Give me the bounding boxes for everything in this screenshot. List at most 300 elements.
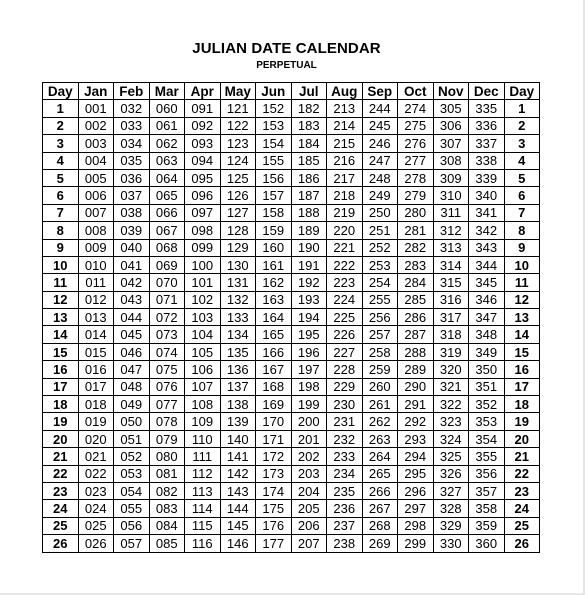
column-header-month: May bbox=[220, 83, 256, 100]
julian-date-cell: 280 bbox=[398, 204, 434, 221]
julian-date-cell: 217 bbox=[327, 169, 363, 186]
day-number-cell: 15 bbox=[504, 343, 540, 360]
julian-date-cell: 215 bbox=[327, 135, 363, 152]
julian-date-cell: 126 bbox=[220, 187, 256, 204]
julian-date-cell: 142 bbox=[220, 465, 256, 482]
julian-date-cell: 335 bbox=[469, 100, 505, 117]
column-header-month: Jan bbox=[78, 83, 114, 100]
julian-date-cell: 092 bbox=[185, 117, 221, 134]
julian-date-cell: 214 bbox=[327, 117, 363, 134]
day-number-cell: 9 bbox=[43, 239, 79, 256]
table-row bbox=[43, 117, 540, 134]
julian-date-cell: 308 bbox=[433, 152, 469, 169]
julian-date-cell: 173 bbox=[256, 465, 292, 482]
julian-date-table bbox=[42, 82, 540, 553]
julian-date-cell: 136 bbox=[220, 361, 256, 378]
julian-date-cell: 025 bbox=[78, 517, 114, 534]
julian-date-cell: 184 bbox=[291, 135, 327, 152]
column-header-month: Dec bbox=[469, 83, 505, 100]
table-row bbox=[43, 100, 540, 117]
julian-date-cell: 252 bbox=[362, 239, 398, 256]
julian-date-cell: 206 bbox=[291, 517, 327, 534]
julian-date-cell: 283 bbox=[398, 256, 434, 273]
julian-date-cell: 327 bbox=[433, 482, 469, 499]
julian-date-cell: 110 bbox=[185, 430, 221, 447]
table-row bbox=[43, 274, 540, 291]
julian-date-cell: 196 bbox=[291, 343, 327, 360]
julian-date-cell: 351 bbox=[469, 378, 505, 395]
julian-date-cell: 174 bbox=[256, 482, 292, 499]
day-number-cell: 7 bbox=[504, 204, 540, 221]
day-number-cell: 1 bbox=[43, 100, 79, 117]
julian-date-cell: 146 bbox=[220, 535, 256, 552]
julian-date-cell: 193 bbox=[291, 291, 327, 308]
julian-date-cell: 262 bbox=[362, 413, 398, 430]
julian-date-cell: 231 bbox=[327, 413, 363, 430]
day-number-cell: 10 bbox=[43, 256, 79, 273]
julian-date-cell: 298 bbox=[398, 517, 434, 534]
julian-date-cell: 172 bbox=[256, 448, 292, 465]
table-row bbox=[43, 343, 540, 360]
julian-date-cell: 246 bbox=[362, 135, 398, 152]
julian-date-cell: 064 bbox=[149, 169, 185, 186]
julian-date-cell: 245 bbox=[362, 117, 398, 134]
julian-date-cell: 104 bbox=[185, 326, 221, 343]
julian-date-cell: 326 bbox=[433, 465, 469, 482]
julian-date-cell: 352 bbox=[469, 396, 505, 413]
julian-date-cell: 264 bbox=[362, 448, 398, 465]
julian-date-cell: 171 bbox=[256, 430, 292, 447]
julian-date-cell: 044 bbox=[114, 309, 150, 326]
column-header-day: Day bbox=[43, 83, 79, 100]
julian-date-cell: 112 bbox=[185, 465, 221, 482]
julian-date-cell: 277 bbox=[398, 152, 434, 169]
julian-date-cell: 235 bbox=[327, 482, 363, 499]
julian-date-cell: 292 bbox=[398, 413, 434, 430]
table-row bbox=[43, 465, 540, 482]
julian-date-cell: 069 bbox=[149, 256, 185, 273]
julian-date-cell: 307 bbox=[433, 135, 469, 152]
julian-date-cell: 057 bbox=[114, 535, 150, 552]
julian-date-cell: 259 bbox=[362, 361, 398, 378]
julian-date-cell: 266 bbox=[362, 482, 398, 499]
day-number-cell: 19 bbox=[504, 413, 540, 430]
julian-date-cell: 168 bbox=[256, 378, 292, 395]
julian-date-cell: 107 bbox=[185, 378, 221, 395]
table-row bbox=[43, 187, 540, 204]
day-number-cell: 13 bbox=[504, 309, 540, 326]
julian-date-cell: 015 bbox=[78, 343, 114, 360]
julian-date-cell: 128 bbox=[220, 222, 256, 239]
julian-date-cell: 001 bbox=[78, 100, 114, 117]
julian-date-cell: 323 bbox=[433, 413, 469, 430]
julian-date-cell: 042 bbox=[114, 274, 150, 291]
day-number-cell: 21 bbox=[504, 448, 540, 465]
day-number-cell: 24 bbox=[43, 500, 79, 517]
julian-date-cell: 257 bbox=[362, 326, 398, 343]
document-subtitle: PERPETUAL bbox=[256, 60, 317, 71]
julian-date-cell: 036 bbox=[114, 169, 150, 186]
julian-date-cell: 348 bbox=[469, 326, 505, 343]
julian-date-cell: 047 bbox=[114, 361, 150, 378]
julian-date-cell: 250 bbox=[362, 204, 398, 221]
julian-date-cell: 349 bbox=[469, 343, 505, 360]
day-number-cell: 14 bbox=[504, 326, 540, 343]
julian-date-cell: 139 bbox=[220, 413, 256, 430]
julian-date-cell: 317 bbox=[433, 309, 469, 326]
julian-date-cell: 111 bbox=[185, 448, 221, 465]
julian-date-cell: 347 bbox=[469, 309, 505, 326]
julian-date-cell: 287 bbox=[398, 326, 434, 343]
table-row bbox=[43, 535, 540, 552]
julian-date-cell: 093 bbox=[185, 135, 221, 152]
julian-date-cell: 355 bbox=[469, 448, 505, 465]
day-number-cell: 18 bbox=[43, 396, 79, 413]
julian-date-cell: 045 bbox=[114, 326, 150, 343]
julian-date-cell: 201 bbox=[291, 430, 327, 447]
document-title: JULIAN DATE CALENDAR bbox=[192, 40, 381, 57]
julian-date-cell: 198 bbox=[291, 378, 327, 395]
julian-date-cell: 157 bbox=[256, 187, 292, 204]
julian-date-cell: 034 bbox=[114, 135, 150, 152]
julian-date-cell: 098 bbox=[185, 222, 221, 239]
julian-date-cell: 189 bbox=[291, 222, 327, 239]
julian-date-cell: 076 bbox=[149, 378, 185, 395]
column-header-month: Jun bbox=[256, 83, 292, 100]
table-row bbox=[43, 256, 540, 273]
julian-date-cell: 288 bbox=[398, 343, 434, 360]
julian-date-cell: 325 bbox=[433, 448, 469, 465]
day-number-cell: 13 bbox=[43, 309, 79, 326]
julian-date-cell: 345 bbox=[469, 274, 505, 291]
day-number-cell: 22 bbox=[504, 465, 540, 482]
julian-date-cell: 079 bbox=[149, 430, 185, 447]
julian-date-cell: 281 bbox=[398, 222, 434, 239]
table-row bbox=[43, 500, 540, 517]
julian-date-cell: 049 bbox=[114, 396, 150, 413]
julian-date-cell: 072 bbox=[149, 309, 185, 326]
julian-date-cell: 020 bbox=[78, 430, 114, 447]
julian-date-cell: 033 bbox=[114, 117, 150, 134]
table-row bbox=[43, 413, 540, 430]
day-number-cell: 12 bbox=[43, 291, 79, 308]
julian-date-cell: 165 bbox=[256, 326, 292, 343]
table-row bbox=[43, 204, 540, 221]
julian-date-cell: 192 bbox=[291, 274, 327, 291]
julian-date-cell: 338 bbox=[469, 152, 505, 169]
julian-date-cell: 343 bbox=[469, 239, 505, 256]
day-number-cell: 3 bbox=[43, 135, 79, 152]
julian-date-cell: 105 bbox=[185, 343, 221, 360]
julian-date-cell: 048 bbox=[114, 378, 150, 395]
julian-date-cell: 256 bbox=[362, 309, 398, 326]
julian-date-cell: 103 bbox=[185, 309, 221, 326]
day-number-cell: 17 bbox=[504, 378, 540, 395]
julian-date-cell: 125 bbox=[220, 169, 256, 186]
julian-date-cell: 067 bbox=[149, 222, 185, 239]
julian-date-cell: 140 bbox=[220, 430, 256, 447]
julian-date-cell: 185 bbox=[291, 152, 327, 169]
julian-date-cell: 274 bbox=[398, 100, 434, 117]
table-row bbox=[43, 222, 540, 239]
julian-date-cell: 226 bbox=[327, 326, 363, 343]
julian-date-cell: 062 bbox=[149, 135, 185, 152]
julian-date-cell: 284 bbox=[398, 274, 434, 291]
julian-date-cell: 316 bbox=[433, 291, 469, 308]
julian-date-cell: 221 bbox=[327, 239, 363, 256]
julian-date-cell: 322 bbox=[433, 396, 469, 413]
julian-date-cell: 258 bbox=[362, 343, 398, 360]
julian-date-cell: 357 bbox=[469, 482, 505, 499]
column-header-month: Sep bbox=[362, 83, 398, 100]
julian-date-cell: 011 bbox=[78, 274, 114, 291]
julian-date-cell: 229 bbox=[327, 378, 363, 395]
julian-date-cell: 251 bbox=[362, 222, 398, 239]
julian-date-cell: 195 bbox=[291, 326, 327, 343]
julian-date-cell: 071 bbox=[149, 291, 185, 308]
day-number-cell: 10 bbox=[504, 256, 540, 273]
julian-date-cell: 138 bbox=[220, 396, 256, 413]
header-row bbox=[43, 83, 540, 100]
table-body bbox=[43, 100, 540, 552]
julian-date-cell: 127 bbox=[220, 204, 256, 221]
julian-date-cell: 359 bbox=[469, 517, 505, 534]
day-number-cell: 11 bbox=[43, 274, 79, 291]
day-number-cell: 26 bbox=[43, 535, 79, 552]
julian-date-cell: 202 bbox=[291, 448, 327, 465]
day-number-cell: 2 bbox=[504, 117, 540, 134]
julian-date-cell: 161 bbox=[256, 256, 292, 273]
julian-date-cell: 255 bbox=[362, 291, 398, 308]
julian-date-cell: 133 bbox=[220, 309, 256, 326]
julian-date-cell: 350 bbox=[469, 361, 505, 378]
julian-date-cell: 035 bbox=[114, 152, 150, 169]
julian-date-cell: 004 bbox=[78, 152, 114, 169]
julian-date-cell: 337 bbox=[469, 135, 505, 152]
julian-date-cell: 342 bbox=[469, 222, 505, 239]
julian-date-cell: 109 bbox=[185, 413, 221, 430]
julian-date-cell: 134 bbox=[220, 326, 256, 343]
julian-date-cell: 021 bbox=[78, 448, 114, 465]
julian-date-cell: 039 bbox=[114, 222, 150, 239]
day-number-cell: 23 bbox=[43, 482, 79, 499]
julian-date-cell: 314 bbox=[433, 256, 469, 273]
julian-date-cell: 244 bbox=[362, 100, 398, 117]
julian-date-cell: 248 bbox=[362, 169, 398, 186]
julian-date-cell: 194 bbox=[291, 309, 327, 326]
julian-date-cell: 163 bbox=[256, 291, 292, 308]
day-number-cell: 2 bbox=[43, 117, 79, 134]
day-number-cell: 8 bbox=[43, 222, 79, 239]
julian-date-cell: 204 bbox=[291, 482, 327, 499]
julian-date-cell: 207 bbox=[291, 535, 327, 552]
day-number-cell: 6 bbox=[43, 187, 79, 204]
julian-date-cell: 340 bbox=[469, 187, 505, 204]
julian-date-cell: 296 bbox=[398, 482, 434, 499]
julian-date-cell: 074 bbox=[149, 343, 185, 360]
day-number-cell: 3 bbox=[504, 135, 540, 152]
day-number-cell: 4 bbox=[504, 152, 540, 169]
julian-date-cell: 085 bbox=[149, 535, 185, 552]
julian-date-cell: 297 bbox=[398, 500, 434, 517]
julian-date-cell: 116 bbox=[185, 535, 221, 552]
julian-date-cell: 295 bbox=[398, 465, 434, 482]
julian-date-cell: 261 bbox=[362, 396, 398, 413]
column-header-month: Apr bbox=[185, 83, 221, 100]
julian-date-cell: 032 bbox=[114, 100, 150, 117]
julian-date-cell: 170 bbox=[256, 413, 292, 430]
julian-date-cell: 156 bbox=[256, 169, 292, 186]
column-header-month: Mar bbox=[149, 83, 185, 100]
julian-date-cell: 005 bbox=[78, 169, 114, 186]
day-number-cell: 9 bbox=[504, 239, 540, 256]
julian-date-cell: 289 bbox=[398, 361, 434, 378]
julian-date-cell: 002 bbox=[78, 117, 114, 134]
julian-date-cell: 102 bbox=[185, 291, 221, 308]
julian-date-cell: 022 bbox=[78, 465, 114, 482]
table-row bbox=[43, 448, 540, 465]
julian-date-cell: 190 bbox=[291, 239, 327, 256]
julian-date-cell: 007 bbox=[78, 204, 114, 221]
julian-date-cell: 143 bbox=[220, 482, 256, 499]
julian-date-cell: 094 bbox=[185, 152, 221, 169]
julian-date-cell: 222 bbox=[327, 256, 363, 273]
julian-date-cell: 016 bbox=[78, 361, 114, 378]
julian-date-cell: 291 bbox=[398, 396, 434, 413]
julian-date-cell: 197 bbox=[291, 361, 327, 378]
julian-date-cell: 078 bbox=[149, 413, 185, 430]
julian-date-cell: 162 bbox=[256, 274, 292, 291]
day-number-cell: 16 bbox=[504, 361, 540, 378]
julian-date-cell: 176 bbox=[256, 517, 292, 534]
table-row bbox=[43, 361, 540, 378]
day-number-cell: 12 bbox=[504, 291, 540, 308]
julian-date-cell: 220 bbox=[327, 222, 363, 239]
julian-date-cell: 066 bbox=[149, 204, 185, 221]
julian-date-cell: 223 bbox=[327, 274, 363, 291]
julian-date-cell: 124 bbox=[220, 152, 256, 169]
julian-date-cell: 056 bbox=[114, 517, 150, 534]
julian-date-cell: 237 bbox=[327, 517, 363, 534]
day-number-cell: 11 bbox=[504, 274, 540, 291]
julian-date-cell: 177 bbox=[256, 535, 292, 552]
julian-date-cell: 183 bbox=[291, 117, 327, 134]
table-row bbox=[43, 482, 540, 499]
julian-date-cell: 328 bbox=[433, 500, 469, 517]
julian-date-cell: 344 bbox=[469, 256, 505, 273]
julian-date-cell: 114 bbox=[185, 500, 221, 517]
julian-date-cell: 145 bbox=[220, 517, 256, 534]
julian-date-cell: 158 bbox=[256, 204, 292, 221]
day-number-cell: 24 bbox=[504, 500, 540, 517]
day-number-cell: 17 bbox=[43, 378, 79, 395]
julian-date-cell: 293 bbox=[398, 430, 434, 447]
julian-date-cell: 166 bbox=[256, 343, 292, 360]
julian-date-cell: 095 bbox=[185, 169, 221, 186]
julian-date-cell: 225 bbox=[327, 309, 363, 326]
julian-date-cell: 353 bbox=[469, 413, 505, 430]
day-number-cell: 14 bbox=[43, 326, 79, 343]
column-header-month: Nov bbox=[433, 83, 469, 100]
julian-date-cell: 081 bbox=[149, 465, 185, 482]
table-row bbox=[43, 309, 540, 326]
table-row bbox=[43, 239, 540, 256]
julian-date-cell: 113 bbox=[185, 482, 221, 499]
julian-date-cell: 041 bbox=[114, 256, 150, 273]
julian-date-cell: 268 bbox=[362, 517, 398, 534]
julian-date-cell: 191 bbox=[291, 256, 327, 273]
day-number-cell: 7 bbox=[43, 204, 79, 221]
julian-date-cell: 205 bbox=[291, 500, 327, 517]
julian-date-cell: 187 bbox=[291, 187, 327, 204]
julian-date-cell: 012 bbox=[78, 291, 114, 308]
julian-date-cell: 269 bbox=[362, 535, 398, 552]
julian-date-cell: 228 bbox=[327, 361, 363, 378]
julian-date-cell: 115 bbox=[185, 517, 221, 534]
julian-date-cell: 186 bbox=[291, 169, 327, 186]
julian-date-cell: 341 bbox=[469, 204, 505, 221]
julian-date-cell: 275 bbox=[398, 117, 434, 134]
julian-date-cell: 213 bbox=[327, 100, 363, 117]
julian-date-cell: 285 bbox=[398, 291, 434, 308]
day-number-cell: 1 bbox=[504, 100, 540, 117]
julian-date-cell: 249 bbox=[362, 187, 398, 204]
julian-date-cell: 055 bbox=[114, 500, 150, 517]
day-number-cell: 26 bbox=[504, 535, 540, 552]
julian-date-cell: 018 bbox=[78, 396, 114, 413]
julian-date-cell: 052 bbox=[114, 448, 150, 465]
day-number-cell: 22 bbox=[43, 465, 79, 482]
julian-date-cell: 084 bbox=[149, 517, 185, 534]
julian-date-cell: 038 bbox=[114, 204, 150, 221]
julian-date-cell: 003 bbox=[78, 135, 114, 152]
day-number-cell: 15 bbox=[43, 343, 79, 360]
julian-date-cell: 054 bbox=[114, 482, 150, 499]
julian-date-cell: 238 bbox=[327, 535, 363, 552]
julian-date-cell: 061 bbox=[149, 117, 185, 134]
julian-date-cell: 360 bbox=[469, 535, 505, 552]
column-header-month: Jul bbox=[291, 83, 327, 100]
julian-date-cell: 073 bbox=[149, 326, 185, 343]
julian-date-cell: 324 bbox=[433, 430, 469, 447]
julian-date-cell: 019 bbox=[78, 413, 114, 430]
day-number-cell: 25 bbox=[43, 517, 79, 534]
julian-date-cell: 203 bbox=[291, 465, 327, 482]
julian-date-cell: 082 bbox=[149, 482, 185, 499]
julian-date-cell: 247 bbox=[362, 152, 398, 169]
julian-date-cell: 159 bbox=[256, 222, 292, 239]
day-number-cell: 20 bbox=[504, 430, 540, 447]
julian-date-cell: 260 bbox=[362, 378, 398, 395]
julian-date-cell: 144 bbox=[220, 500, 256, 517]
julian-date-cell: 321 bbox=[433, 378, 469, 395]
julian-date-cell: 131 bbox=[220, 274, 256, 291]
julian-date-cell: 068 bbox=[149, 239, 185, 256]
julian-date-cell: 330 bbox=[433, 535, 469, 552]
column-header-month: Oct bbox=[398, 83, 434, 100]
julian-date-cell: 046 bbox=[114, 343, 150, 360]
julian-date-cell: 050 bbox=[114, 413, 150, 430]
day-number-cell: 18 bbox=[504, 396, 540, 413]
julian-date-cell: 014 bbox=[78, 326, 114, 343]
julian-date-cell: 182 bbox=[291, 100, 327, 117]
julian-date-cell: 099 bbox=[185, 239, 221, 256]
julian-date-cell: 216 bbox=[327, 152, 363, 169]
julian-date-cell: 063 bbox=[149, 152, 185, 169]
julian-date-cell: 017 bbox=[78, 378, 114, 395]
julian-date-cell: 224 bbox=[327, 291, 363, 308]
julian-date-cell: 137 bbox=[220, 378, 256, 395]
